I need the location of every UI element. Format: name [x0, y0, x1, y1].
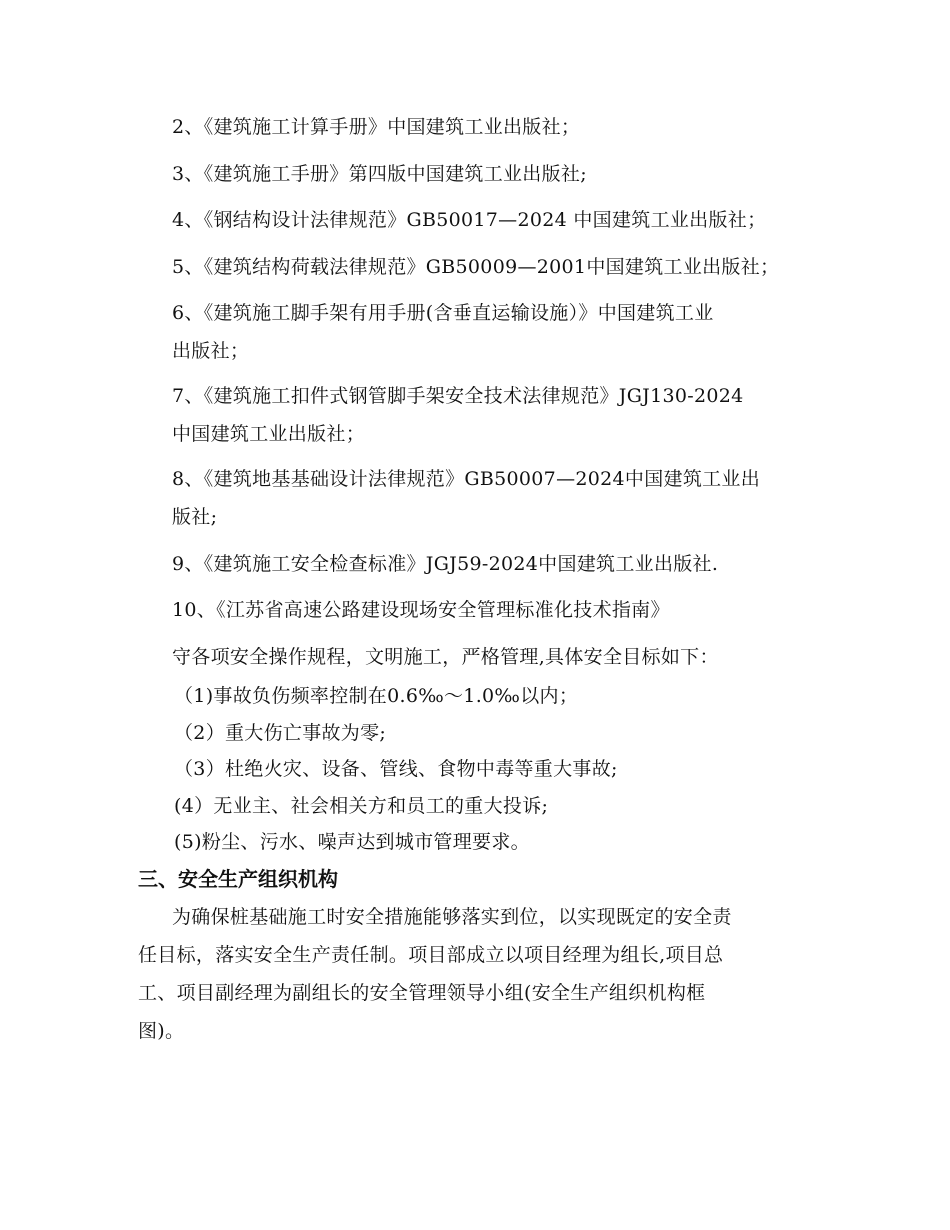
reference-item-3: 3、《建筑施工手册》第四版中国建筑工业出版社; — [172, 163, 587, 185]
reference-item-6-continued: 出版社； — [172, 340, 250, 362]
section-3-heading: 三、安全生产组织机构 — [138, 867, 338, 891]
reference-item-8-continued: 版社; — [172, 506, 218, 528]
reference-item-10: 10、《江苏省高速公路建设现场安全管理标准化技术指南》 — [172, 599, 670, 621]
reference-item-5: 5、《建筑结构荷载法律规范》GB50009—2001中国建筑工业出版社； — [172, 256, 780, 278]
reference-item-4: 4、《钢结构设计法律规范》GB50017—2024 中国建筑工业出版社； — [172, 209, 767, 231]
goals-intro: 守各项安全操作规程，文明施工，严格管理,具体安全目标如下： — [172, 646, 719, 668]
section-3-paragraph-line-1: 为确保桩基础施工时安全措施能够落实到位，以实现既定的安全责 — [172, 906, 732, 928]
goal-item-5: (5)粉尘、污水、噪声达到城市管理要求。 — [174, 831, 530, 853]
goal-item-4: (4）无业主、社会相关方和员工的重大投诉; — [174, 795, 549, 817]
reference-item-2: 2、《建筑施工计算手册》中国建筑工业出版社； — [172, 116, 581, 138]
section-3-paragraph-line-2: 任目标，落实安全生产责任制。项目部成立以项目经理为组长,项目总 — [138, 944, 724, 966]
goal-item-1: （1)事故负伤频率控制在0.6‰～1.0‰以内； — [174, 685, 579, 707]
reference-item-9: 9、《建筑施工安全检查标准》JGJ59-2024中国建筑工业出版社. — [172, 553, 719, 575]
section-3-paragraph-line-3: 工、项目副经理为副组长的安全管理领导小组(安全生产组织机构框 — [138, 982, 706, 1004]
reference-item-6: 6、《建筑施工脚手架有用手册(含垂直运输设施）》中国建筑工业 — [172, 302, 714, 324]
goal-item-3: （3）杜绝火灾、设备、管线、食物中毒等重大事故; — [174, 758, 618, 780]
reference-item-8: 8、《建筑地基基础设计法律规范》GB50007—2024中国建筑工业出 — [172, 468, 761, 490]
reference-item-7-continued: 中国建筑工业出版社； — [172, 423, 366, 445]
section-3-paragraph-line-4: 图)。 — [138, 1020, 185, 1042]
goal-item-2: （2）重大伤亡事故为零; — [174, 722, 387, 744]
reference-item-7: 7、《建筑施工扣件式钢管脚手架安全技术法律规范》JGJ130-2024 — [172, 385, 744, 407]
